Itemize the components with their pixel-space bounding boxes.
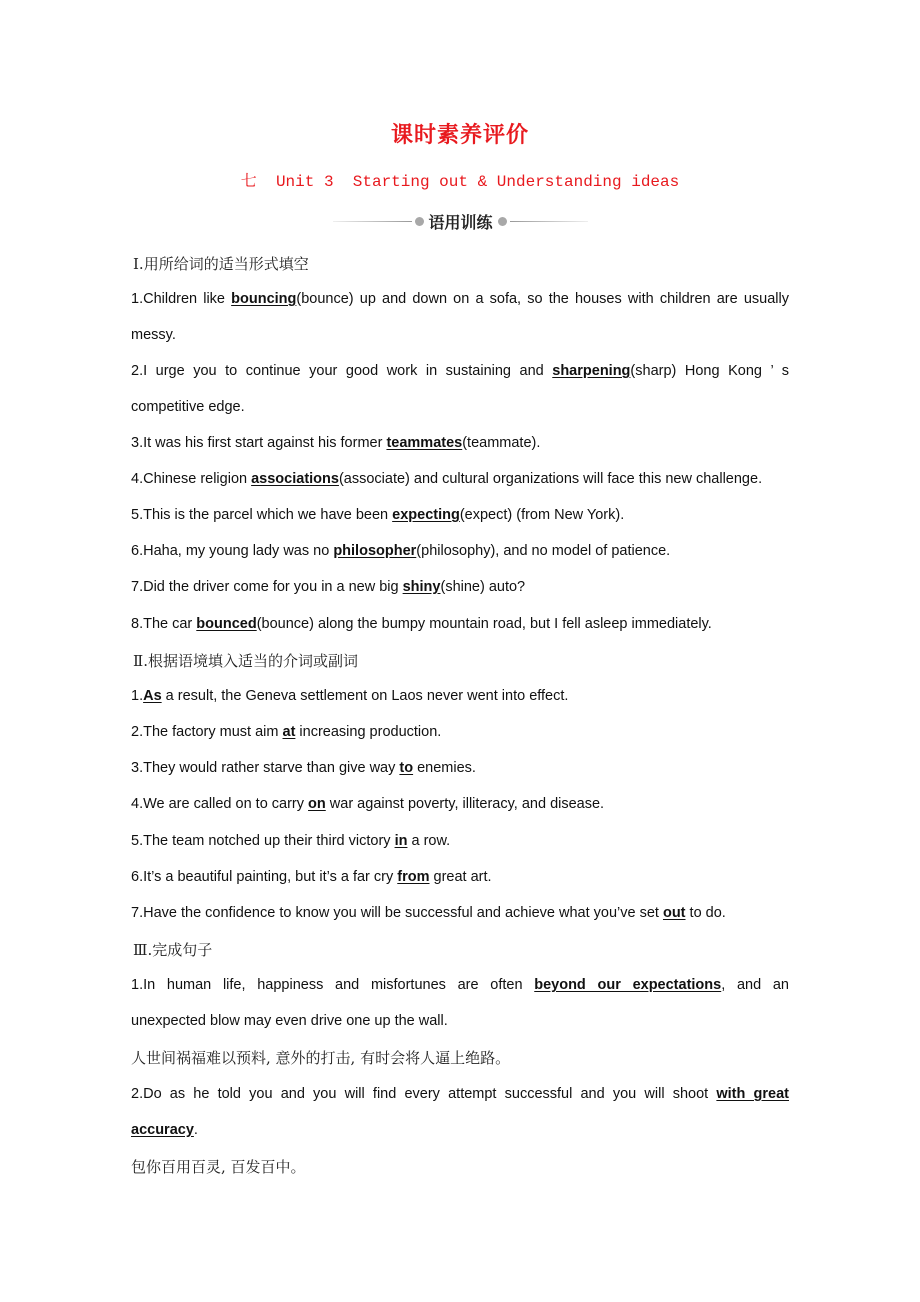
section-banner (333, 208, 588, 234)
page-title: 课时素养评价 (390, 123, 529, 148)
answer: bouncing (231, 291, 297, 307)
exercise-item (131, 903, 789, 923)
answer: sharpening (552, 363, 631, 379)
exercise-item (131, 831, 789, 851)
answer: shiny (402, 579, 441, 595)
part2-heading: Ⅱ.根据语境填入适当的介词或副词 (133, 652, 358, 670)
item-text: 6.It’s a beautiful painting, but it’s a far cry (131, 869, 398, 885)
answer: from (397, 869, 430, 885)
answer: on (308, 796, 326, 812)
item-text: 2.I urge you to continue your good work in sustaining and (131, 363, 553, 379)
exercise-item-cont: competitive edge. (131, 399, 245, 415)
answer: in (394, 833, 408, 849)
exercise-item (131, 758, 789, 778)
item-text: 1.In human life, happiness and misfortunes are often (131, 977, 535, 993)
item-text: (shine) auto? (440, 579, 526, 595)
item-text: great art. (429, 869, 492, 885)
exercise-item (131, 686, 789, 706)
item-text: 2.Do as he told you and you will find every attempt successful and you will shoot (131, 1086, 717, 1102)
item-text: 8.The car (131, 616, 197, 632)
bullet-dot-icon (498, 217, 507, 226)
exercise-item-cont: unexpected blow may even drive one up the wall. (131, 1013, 448, 1029)
item-text: a row. (407, 833, 451, 849)
exercise-item (131, 975, 789, 995)
item-text: 7.Did the driver come for you in a new big (131, 579, 403, 595)
item-text: 5.This is the parcel which we have been (131, 507, 393, 523)
item-text: 6.Haha, my young lady was no (131, 543, 334, 559)
exercise-item-cont (131, 1120, 789, 1140)
exercise-item (131, 469, 789, 489)
bullet-dot-icon (415, 217, 424, 226)
item-text: 5.The team notched up their third victory (131, 833, 395, 849)
translation: 人世间祸福难以预料, 意外的打击, 有时会将人逼上绝路。 (131, 1049, 511, 1067)
item-text: (associate) and cultural organizations will face this new challenge. (338, 471, 763, 487)
item-text: increasing production. (295, 724, 442, 740)
item-text: a result, the Geneva settlement on Laos never went into effect. (161, 688, 569, 704)
item-text: (teammate). (462, 435, 541, 451)
exercise-item (131, 614, 789, 634)
exercise-item (131, 361, 789, 381)
answer: beyond our expectations (534, 977, 722, 993)
item-text: enemies. (413, 760, 476, 776)
answer: accuracy (131, 1122, 194, 1138)
exercise-item (131, 1084, 789, 1104)
item-text: 7.Have the confidence to know you will be successful and achieve what you’ve set (131, 905, 663, 921)
section-banner-label: 语用训练 (428, 212, 493, 232)
answer: bounced (196, 616, 257, 632)
translation: 包你百用百灵, 百发百中。 (131, 1158, 306, 1176)
answer: As (143, 688, 162, 704)
item-text: to do. (685, 905, 726, 921)
item-text: 3.They would rather starve than give way (131, 760, 400, 776)
answer: at (282, 724, 296, 740)
item-text: (bounce) up and down on a sofa, so the houses with children are usually (296, 291, 789, 307)
exercise-item (131, 867, 789, 887)
item-text: 3.It was his first start against his former (131, 435, 387, 451)
item-text: 4.Chinese religion (131, 471, 252, 487)
exercise-item (131, 289, 789, 309)
answer: to (399, 760, 414, 776)
item-text: war against poverty, illiteracy, and disease. (325, 796, 605, 812)
exercise-item-cont: messy. (131, 327, 176, 343)
divider-line-right (510, 221, 589, 222)
answer: teammates (386, 435, 463, 451)
exercise-item (131, 722, 789, 742)
part3-heading: Ⅲ.完成句子 (133, 941, 213, 959)
item-text: . (193, 1122, 198, 1138)
exercise-item (131, 505, 789, 525)
exercise-item (131, 794, 789, 814)
item-text: (expect) (from New York). (459, 507, 625, 523)
part1-heading: Ⅰ.用所给词的适当形式填空 (133, 255, 309, 273)
answer: out (662, 905, 686, 921)
item-text: (sharp) Hong Kong ’ s (630, 363, 789, 379)
exercise-item (131, 541, 789, 561)
unit-subtitle: 七 Unit 3 Starting out & Understanding ideas (240, 173, 680, 191)
item-text: (bounce) along the bumpy mountain road, but I fell asleep immediately. (256, 616, 712, 632)
exercise-item (131, 433, 789, 453)
item-text: 1.Children like (131, 291, 232, 307)
item-text: 4.We are called on to carry (131, 796, 309, 812)
answer: philosopher (333, 543, 417, 559)
answer: associations (251, 471, 339, 487)
exercise-item (131, 577, 789, 597)
item-text: 2.The factory must aim (131, 724, 283, 740)
divider-line-left (333, 221, 412, 222)
item-text: (philosophy), and no model of patience. (416, 543, 671, 559)
item-text: , and an (721, 977, 789, 993)
answer: expecting (392, 507, 460, 523)
item-text: 1. (131, 688, 144, 704)
answer: with great (716, 1086, 789, 1102)
